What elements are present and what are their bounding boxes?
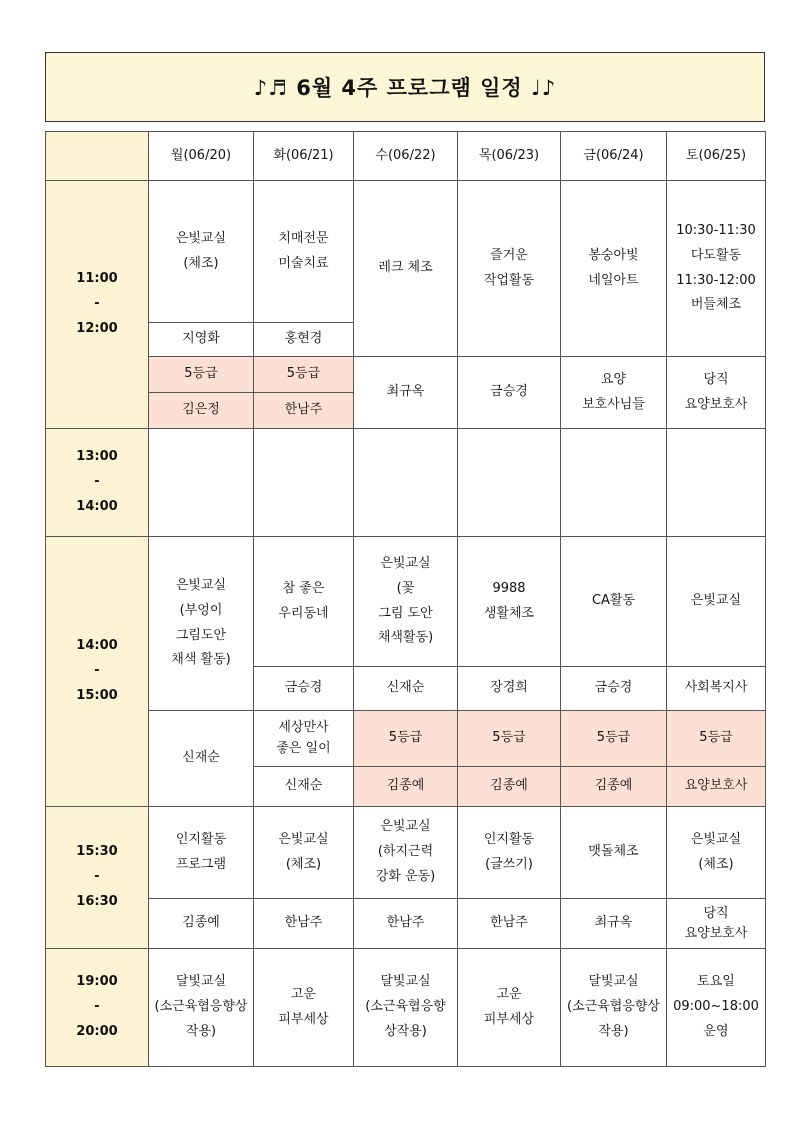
program-cell: 참 좋은 우리동네: [254, 537, 354, 667]
staff-cell: 김종예: [458, 767, 561, 807]
empty-cell: [561, 429, 667, 537]
staff-cell: 김종예: [354, 767, 458, 807]
staff-cell: 요양보호사: [667, 767, 766, 807]
grade-cell: 5등급: [561, 711, 667, 767]
program-cell: 달빛교실 (소근육협응향상 작용): [561, 949, 667, 1067]
grade-cell: 5등급: [254, 357, 354, 393]
staff-cell: 신재순: [254, 767, 354, 807]
leader-cell: 금승경: [254, 667, 354, 711]
grade-cell: 5등급: [354, 711, 458, 767]
program-cell: 인지활동 (글쓰기): [458, 807, 561, 899]
program-cell: 달빛교실 (소근육협응향 상작용): [354, 949, 458, 1067]
program-cell: 고운 피부세상: [458, 949, 561, 1067]
day-header: 금(06/24): [561, 132, 667, 181]
day-header: 월(06/20): [149, 132, 254, 181]
staff-cell: 최규옥: [561, 899, 667, 949]
program-cell: 10:30-11:30 다도활동 11:30-12:00 버들체조: [667, 181, 766, 357]
program-cell: 은빛교실 (꽃 그림 도안 채색활동): [354, 537, 458, 667]
leader-cell: 장경희: [458, 667, 561, 711]
time-cell: 13:00 - 14:00: [46, 429, 149, 537]
leader-cell: 금승경: [561, 667, 667, 711]
program-cell: 고운 피부세상: [254, 949, 354, 1067]
empty-cell: [458, 429, 561, 537]
day-header: 수(06/22): [354, 132, 458, 181]
program-cell: 치매전문 미술치료: [254, 181, 354, 323]
empty-cell: [149, 429, 254, 537]
leader-cell: 지영화: [149, 323, 254, 357]
staff-cell: 한남주: [458, 899, 561, 949]
day-header: 목(06/23): [458, 132, 561, 181]
day-header: 토(06/25): [667, 132, 766, 181]
program-cell: 은빛교실 (부엉이 그림도안 채색 활동): [149, 537, 254, 711]
schedule-table: [45, 131, 766, 1067]
staff-cell: 한남주: [354, 899, 458, 949]
grade-cell: 5등급: [667, 711, 766, 767]
empty-cell: [254, 429, 354, 537]
program-cell: 레크 체조: [354, 181, 458, 357]
program-cell: 은빛교실 (체조): [667, 807, 766, 899]
grade-cell: 5등급: [458, 711, 561, 767]
staff-cell: 김종예: [149, 899, 254, 949]
program-cell: 맷돌체조: [561, 807, 667, 899]
time-cell: 19:00 - 20:00: [46, 949, 149, 1067]
staff-cell: 요양 보호사님들: [561, 357, 667, 429]
program-cell: 9988 생활체조: [458, 537, 561, 667]
leader-cell: 사회복지사: [667, 667, 766, 711]
leader-cell: 신재순: [354, 667, 458, 711]
program-cell: 토요일 09:00~18:00 운영: [667, 949, 766, 1067]
staff-cell: 당직 요양보호사: [667, 899, 766, 949]
grade-cell: 5등급: [149, 357, 254, 393]
staff-cell: 한남주: [254, 393, 354, 429]
staff-cell: 신재순: [149, 711, 254, 807]
time-cell: 14:00 - 15:00: [46, 537, 149, 807]
empty-cell: [667, 429, 766, 537]
staff-cell: 당직 요양보호사: [667, 357, 766, 429]
program-cell: 즐거운 작업활동: [458, 181, 561, 357]
program-cell: 인지활동 프로그램: [149, 807, 254, 899]
page-title: ♪♬ 6월 4주 프로그램 일정 ♩♪: [45, 52, 765, 122]
corner-cell: [46, 132, 149, 181]
program-cell: 은빛교실: [667, 537, 766, 667]
program-cell: 달빛교실 (소근육협응향상 작용): [149, 949, 254, 1067]
empty-cell: [354, 429, 458, 537]
day-header: 화(06/21): [254, 132, 354, 181]
program-cell: 은빛교실 (체조): [149, 181, 254, 323]
staff-cell: 김은정: [149, 393, 254, 429]
leader-cell: 홍현경: [254, 323, 354, 357]
time-cell: 15:30 - 16:30: [46, 807, 149, 949]
staff-cell: 금승경: [458, 357, 561, 429]
program-cell: CA활동: [561, 537, 667, 667]
time-cell: 11:00 - 12:00: [46, 181, 149, 429]
staff-cell: 최규옥: [354, 357, 458, 429]
program-cell: 세상만사 좋은 일이: [254, 711, 354, 767]
program-cell: 은빛교실 (체조): [254, 807, 354, 899]
staff-cell: 김종예: [561, 767, 667, 807]
header-row: [46, 132, 766, 181]
program-cell: 은빛교실 (하지근력 강화 운동): [354, 807, 458, 899]
staff-cell: 한남주: [254, 899, 354, 949]
program-cell: 봉숭아빛 네일아트: [561, 181, 667, 357]
